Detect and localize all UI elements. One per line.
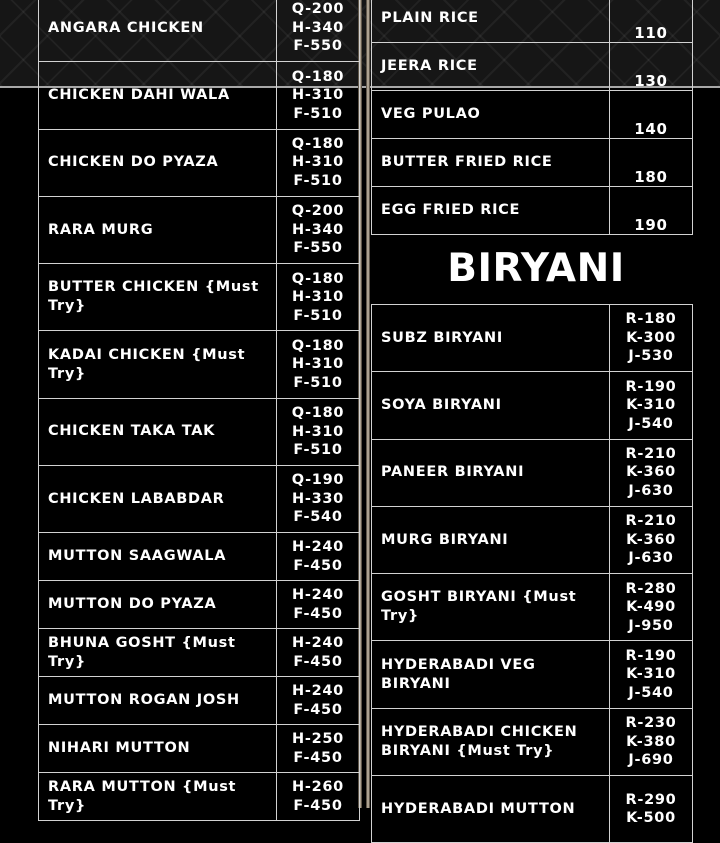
dish-price-cell [277, 264, 360, 331]
dish-price-cell [610, 0, 693, 43]
dish-price-cell [277, 196, 360, 263]
dish-name: BUTTER FRIED RICE [372, 139, 610, 187]
dish-price: F-510 [293, 172, 343, 189]
dish-name: HYDERABADI MUTTON [372, 776, 610, 843]
dish-price-cell [277, 129, 360, 196]
biryani-row [372, 506, 693, 573]
dish-price: Q-200 [291, 1, 345, 18]
main-course-row [39, 466, 360, 533]
dish-price: H-240 [292, 683, 344, 700]
dish-price: 130 [634, 71, 668, 90]
dish-price: F-450 [293, 701, 343, 718]
dish-price-cell [277, 466, 360, 533]
dish-price: J-540 [628, 684, 674, 701]
dish-price-cell [610, 139, 693, 187]
dish-price-cell [277, 0, 360, 62]
main-course-row [39, 62, 360, 129]
rice-row [372, 43, 693, 91]
dish-price: J-630 [628, 550, 674, 567]
dish-price: 110 [634, 23, 668, 42]
main-course-row [39, 533, 360, 581]
dish-price: K-300 [626, 329, 676, 346]
dish-price-cell [277, 581, 360, 629]
dish-price: R-190 [625, 647, 677, 664]
dish-price: F-450 [293, 797, 343, 814]
dish-name: RARA MUTTON {Must Try} [39, 773, 277, 821]
biryani-menu-table [371, 304, 693, 843]
dish-price: Q-190 [291, 472, 345, 489]
dish-price-cell [610, 708, 693, 775]
dish-price-cell [277, 629, 360, 677]
dish-name: BHUNA GOSHT {Must Try} [39, 629, 277, 677]
dish-price: K-310 [626, 397, 676, 414]
dish-price: J-690 [628, 752, 674, 769]
dish-price: H-310 [292, 423, 344, 440]
dish-name: PANEER BIRYANI [372, 439, 610, 506]
biryani-row [372, 439, 693, 506]
main-course-row [39, 331, 360, 398]
dish-price: F-510 [293, 374, 343, 391]
dish-price: R-280 [625, 580, 677, 597]
dish-price-cell [277, 773, 360, 821]
dish-price: Q-180 [291, 135, 345, 152]
dish-name: ANGARA CHICKEN [39, 0, 277, 62]
dish-name: BUTTER CHICKEN {Must Try} [39, 264, 277, 331]
dish-price-cell [610, 506, 693, 573]
dish-price: H-240 [292, 539, 344, 556]
dish-price: K-310 [626, 666, 676, 683]
dish-price-cell [610, 641, 693, 708]
dish-price: H-330 [292, 490, 344, 507]
dish-name: RARA MURG [39, 196, 277, 263]
rice-menu-body [372, 0, 693, 235]
dish-name: MUTTON ROGAN JOSH [39, 677, 277, 725]
biryani-row [372, 305, 693, 372]
dish-price-cell [610, 91, 693, 139]
dish-name: HYDERABADI CHICKEN BIRYANI {Must Try} [372, 708, 610, 775]
dish-price: R-230 [625, 715, 677, 732]
dish-price: R-210 [625, 513, 677, 530]
dish-price-cell [610, 439, 693, 506]
dish-price: Q-180 [291, 405, 345, 422]
main-course-row [39, 398, 360, 465]
dish-name: MUTTON SAAGWALA [39, 533, 277, 581]
dish-price-cell [277, 331, 360, 398]
dish-price: H-310 [292, 289, 344, 306]
dish-price-cell [610, 187, 693, 235]
dish-name: NIHARI MUTTON [39, 725, 277, 773]
dish-price-cell [610, 574, 693, 641]
main-course-row [39, 725, 360, 773]
dish-name: SUBZ BIRYANI [372, 305, 610, 372]
dish-price: F-510 [293, 105, 343, 122]
dish-name: SOYA BIRYANI [372, 372, 610, 439]
dish-price: F-510 [293, 442, 343, 459]
dish-name: JEERA RICE [372, 43, 610, 91]
dish-price: 140 [634, 119, 668, 138]
dish-price-cell [277, 677, 360, 725]
dish-price: J-630 [628, 482, 674, 499]
dish-price: R-290 [625, 791, 677, 808]
dish-price: F-510 [293, 307, 343, 324]
main-course-row [39, 264, 360, 331]
dish-price: K-360 [626, 464, 676, 481]
main-course-row [39, 129, 360, 196]
biryani-row [372, 708, 693, 775]
dish-price: Q-180 [291, 337, 345, 354]
biryani-row [372, 574, 693, 641]
dish-name: HYDERABADI VEG BIRYANI [372, 641, 610, 708]
biryani-row [372, 641, 693, 708]
biryani-section-title: BIRYANI [447, 246, 625, 291]
dish-price: H-240 [292, 587, 344, 604]
dish-name: CHICKEN LABABDAR [39, 466, 277, 533]
dish-name: VEG PULAO [372, 91, 610, 139]
dish-price: J-530 [628, 348, 674, 365]
dish-price: H-310 [292, 87, 344, 104]
main-course-row [39, 0, 360, 62]
dish-name: KADAI CHICKEN {Must Try} [39, 331, 277, 398]
dish-price-cell [277, 725, 360, 773]
dish-name: GOSHT BIRYANI {Must Try} [372, 574, 610, 641]
dish-name: MURG BIRYANI [372, 506, 610, 573]
dish-price: K-500 [626, 810, 676, 827]
dish-price: F-540 [293, 509, 343, 526]
column-divider-right [366, 0, 370, 808]
dish-price: K-490 [626, 599, 676, 616]
main-course-menu-table [38, 0, 360, 821]
dish-price: H-240 [292, 635, 344, 652]
dish-price: R-210 [625, 445, 677, 462]
rice-row [372, 91, 693, 139]
dish-price: H-340 [292, 221, 344, 238]
dish-price: F-550 [293, 38, 343, 55]
dish-price: 190 [634, 215, 668, 234]
dish-price-cell [277, 398, 360, 465]
dish-price: R-180 [625, 311, 677, 328]
biryani-row [372, 776, 693, 843]
dish-price: K-360 [626, 531, 676, 548]
rice-row [372, 187, 693, 235]
main-course-row [39, 629, 360, 677]
main-course-row [39, 581, 360, 629]
dish-price: H-340 [292, 19, 344, 36]
dish-price: F-450 [293, 749, 343, 766]
main-course-row [39, 196, 360, 263]
main-course-menu-body [39, 0, 360, 821]
dish-price-cell [277, 533, 360, 581]
dish-price-cell [610, 43, 693, 91]
dish-price: Q-180 [291, 68, 345, 85]
dish-price: H-260 [292, 779, 344, 796]
dish-name: CHICKEN TAKA TAK [39, 398, 277, 465]
dish-price: Q-200 [291, 203, 345, 220]
dish-price: J-950 [628, 617, 674, 634]
dish-price: H-310 [292, 356, 344, 373]
dish-price-cell [277, 62, 360, 129]
dish-price: Q-180 [291, 270, 345, 287]
dish-name: CHICKEN DO PYAZA [39, 129, 277, 196]
dish-name: EGG FRIED RICE [372, 187, 610, 235]
dish-price: F-450 [293, 653, 343, 670]
dish-price: 180 [634, 167, 668, 186]
rice-row [372, 139, 693, 187]
main-course-row [39, 677, 360, 725]
dish-price: H-250 [292, 731, 344, 748]
dish-price-cell [610, 776, 693, 843]
dish-price: F-450 [293, 557, 343, 574]
dish-price: H-310 [292, 154, 344, 171]
dish-price: F-550 [293, 240, 343, 257]
dish-price: F-450 [293, 605, 343, 622]
rice-row [372, 0, 693, 43]
biryani-menu-body [372, 305, 693, 843]
rice-menu-table [371, 0, 693, 235]
main-course-row [39, 773, 360, 821]
dish-price: K-380 [626, 733, 676, 750]
dish-name: PLAIN RICE [372, 0, 610, 43]
dish-price: J-540 [628, 415, 674, 432]
dish-name: MUTTON DO PYAZA [39, 581, 277, 629]
dish-name: CHICKEN DAHI WALA [39, 62, 277, 129]
dish-price-cell [610, 372, 693, 439]
dish-price-cell [610, 305, 693, 372]
biryani-row [372, 372, 693, 439]
dish-price: R-190 [625, 378, 677, 395]
